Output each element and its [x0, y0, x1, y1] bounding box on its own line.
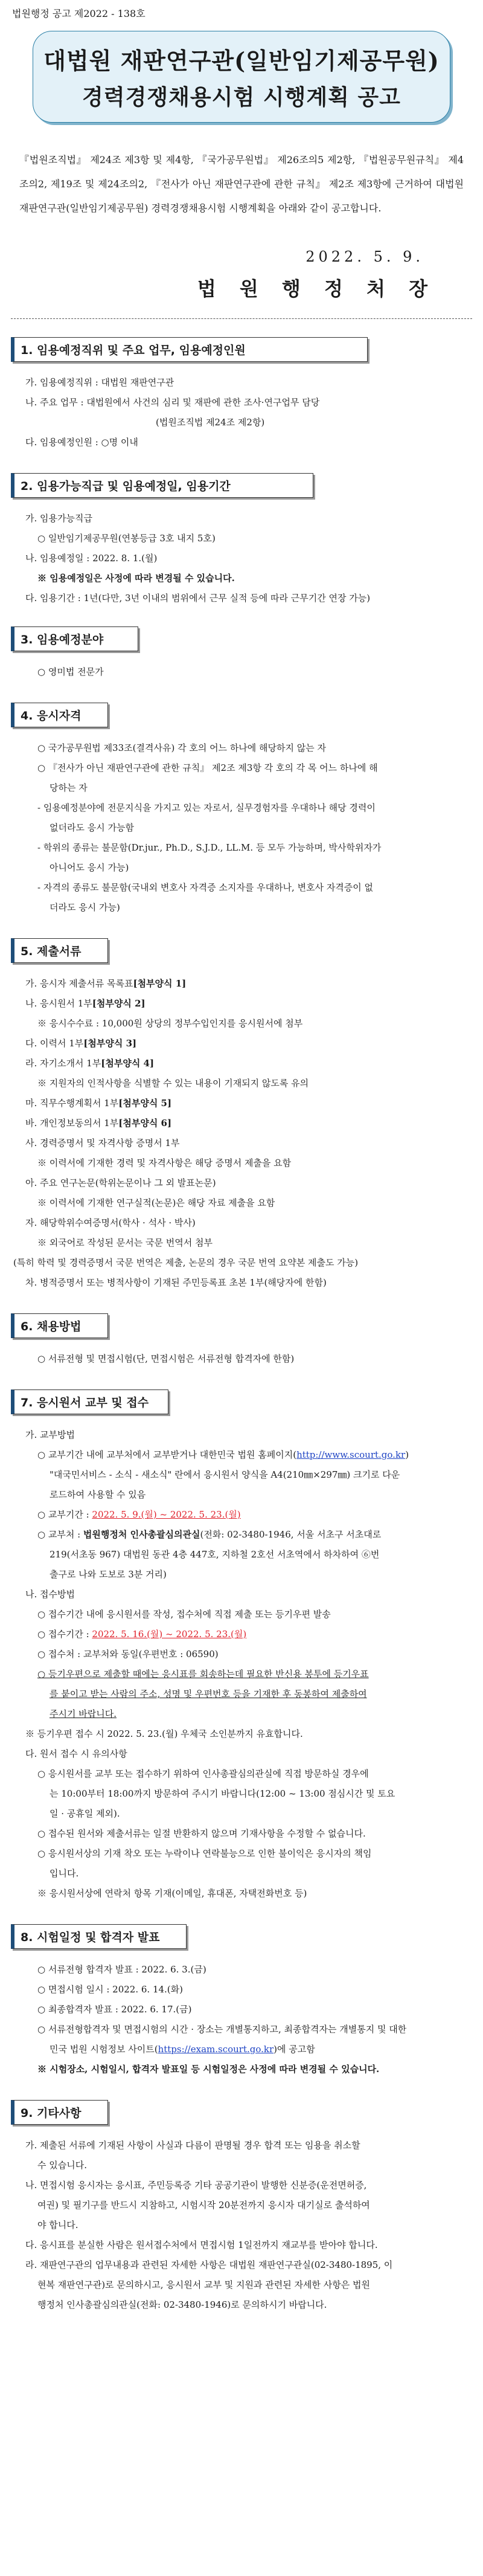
s7-line: ○ 응시원서상의 기재 착오 또는 누락이나 연락불능으로 인한 불이익은 응시자의 책임: [37, 1848, 372, 1859]
application-period: 2022. 5. 16.(월) ~ 2022. 5. 23.(월): [92, 1629, 247, 1640]
notice-number: 법원행정 공고 제2022 - 138호: [12, 8, 146, 19]
section-8-body: [11, 1960, 472, 2079]
s7-line: ※ 응시원서상에 연락처 항목 기재(이메일, 휴대폰, 자택전화번호 등): [37, 1888, 307, 1899]
section-4-heading: 4. 응시자격: [11, 703, 108, 727]
s8-line: ○ 최종합격자 발표 : 2022. 6. 17.(금): [37, 2004, 192, 2015]
section-4-body: [11, 738, 472, 918]
s9-line: 현복 재판연구관)로 문의하시고, 응시원서 교부 및 지원과 관련된 자세한 사항은 법원: [37, 2279, 370, 2290]
s5-attachment: [첨부양식 5]: [118, 1098, 172, 1109]
s5-line: [11, 994, 472, 1014]
s2-line: 나. 임용예정일 : 2022. 8. 1.(월): [25, 553, 158, 564]
s5-line: [11, 1054, 472, 1074]
title-line-1: 대법원 재판연구관(일반임기제공무원): [43, 47, 440, 74]
s7-line: [11, 1445, 472, 1465]
section-9-body: [11, 2136, 472, 2315]
s7-line: 가. 교부방법: [25, 1429, 75, 1440]
s1-line: (법원조직법 제24조 제2항): [156, 417, 265, 428]
s9-line: 라. 재판연구관의 업무내용과 관련된 자세한 사항은 대법원 재판연구관실(02-3480-1895, 이: [25, 2259, 393, 2270]
divider: [11, 318, 472, 319]
s5-line: [11, 1093, 472, 1113]
exam-site-link[interactable]: https://exam.scourt.go.kr: [158, 2044, 274, 2055]
s7-line: 로드하여 사용할 수 있음: [50, 1489, 146, 1500]
s7-line: 입니다.: [50, 1868, 79, 1879]
s8-text: )에 공고함: [273, 2044, 315, 2055]
s5-line: 사. 경력증명서 및 자격사항 증명서 1부: [25, 1138, 180, 1148]
s4-line: 아니어도 응시 가능): [50, 862, 129, 873]
issue-period: 2022. 5. 9.(월) ~ 2022. 5. 23.(월): [92, 1509, 241, 1520]
notice-date: 2022. 5. 9.: [305, 248, 424, 265]
section-1-body: [11, 373, 472, 452]
s5-line: [11, 1113, 472, 1133]
s8-line: [11, 2040, 472, 2059]
section-8: [11, 1924, 472, 2079]
s5-line: ※ 응시수수료 : 10,000원 상당의 정부수입인지를 응시원서에 첨부: [37, 1018, 303, 1029]
section-1-heading: 1. 임용예정직위 및 주요 업무, 임용예정인원: [11, 337, 368, 362]
s5-line: ※ 이력서에 기재한 연구실적(논문)은 해당 자료 제출을 요함: [37, 1197, 275, 1208]
section-9: [11, 2100, 472, 2315]
s5-item: 바. 개인정보동의서 1부: [25, 1118, 119, 1129]
s2-note: ※ 임용예정일은 사정에 따라 변경될 수 있습니다.: [37, 573, 235, 584]
s7-line: 는 10:00부터 18:00까지 방문하여 주시기 바랍니다(12:00 ~ 13:00 점심시간 및 토요: [50, 1788, 395, 1799]
s9-line: 야 합니다.: [37, 2220, 78, 2230]
s5-line: ※ 이력서에 기재한 경력 및 자격사항은 해당 증명서 제출을 요함: [37, 1158, 292, 1168]
s2-line: 다. 임용기간 : 1년(다만, 3년 이내의 범위에서 근무 실적 등에 따라 근무기간 연장 가능): [25, 593, 371, 604]
section-2-heading: 2. 임용가능직급 및 임용예정일, 임용기간: [11, 473, 313, 498]
section-5: [11, 938, 472, 1293]
s7-text: ○ 교부처 :: [37, 1529, 83, 1540]
section-3: [11, 626, 472, 682]
title-line-2: 경력경쟁채용시험 시행계획 공고: [82, 85, 401, 110]
s5-item: 라. 자기소개서 1부: [25, 1058, 101, 1069]
section-6-body: [11, 1349, 472, 1369]
s7-line: 를 붙이고 받는 사람의 주소, 성명 및 우편번호 등을 기재한 후 동봉하여 제출하여: [50, 1689, 367, 1699]
s4-line: 더라도 응시 가능): [50, 902, 120, 913]
s4-line: - 학위의 종류는 불문함(Dr.jur., Ph.D., S.J.D., LL.M. 등 모두 가능하며, 박사학위자가: [37, 842, 382, 853]
s5-item: 다. 이력서 1부: [25, 1038, 84, 1049]
section-6: [11, 1313, 472, 1369]
s5-line: (특히 학력 및 경력증명서 국문 번역은 제출, 논문의 경우 국문 번역 요약본 제출도 가능): [13, 1257, 359, 1268]
s9-line: 가. 제출된 서류에 기재된 사항이 사실과 다름이 판명될 경우 합격 또는 임용을 취소할: [25, 2140, 360, 2151]
section-2: [11, 473, 472, 608]
s5-attachment: [첨부양식 1]: [133, 978, 187, 989]
s7-line: "대국민서비스 - 소식 - 새소식" 란에서 응시원서 양식을 A4(210㎜×297㎜) 크기로 다운: [50, 1469, 400, 1480]
s9-line: 다. 응시표를 분실한 사람은 원서접수처에서 면접시험 1일전까지 재교부를 받아야 합니다.: [25, 2240, 378, 2250]
s7-text: (전화: 02-3480-1946, 서울 서초구 서초대로: [200, 1529, 382, 1540]
s7-line: ※ 등기우편 접수 시 2022. 5. 23.(월) 우체국 소인분까지 유효합니다.: [25, 1728, 303, 1739]
s7-text: ○ 교부기간 :: [37, 1509, 92, 1520]
s6-line: ○ 서류전형 및 면접시험(단, 면접시험은 서류전형 합격자에 한함): [37, 1353, 295, 1364]
section-3-body: [11, 662, 472, 682]
s9-line: 수 있습니다.: [37, 2160, 87, 2171]
s5-attachment: [첨부양식 3]: [83, 1038, 137, 1049]
s7-line: 나. 접수방법: [25, 1589, 75, 1600]
court-homepage-link[interactable]: http://www.scourt.go.kr: [296, 1449, 406, 1460]
s8-line: ○ 면접시험 일시 : 2022. 6. 14.(화): [37, 1984, 183, 1995]
s7-line: ○ 접수처 : 교부처와 동일(우편번호 : 06590): [37, 1649, 219, 1660]
s8-text: 민국 법원 시험정보 사이트(: [50, 2044, 158, 2055]
s7-line: ○ 접수된 원서와 제출서류는 일절 반환하지 않으며 기재사항을 수정할 수 없습니다.: [37, 1828, 366, 1839]
s9-line: 행정처 인사총괄심의관실(전화: 02-3480-1946)로 문의하시기 바랍니다.: [37, 2299, 327, 2310]
s5-line: [11, 1034, 472, 1054]
section-7-body: [11, 1425, 472, 1904]
section-3-heading: 3. 임용예정분야: [11, 626, 138, 651]
s4-line: ○ 국가공무원법 제33조(결격사유) 각 호의 어느 하나에 해당하지 않는 자: [37, 742, 327, 753]
issuing-office: 법원행정처 인사총괄심의관실: [83, 1529, 200, 1540]
s7-line: 일 · 공휴일 제외).: [50, 1808, 120, 1819]
s7-text: ): [405, 1449, 409, 1460]
s7-line: ○ 등기우편으로 제출할 때에는 응시표를 회송하는데 필요한 반신용 봉투에 등기우표: [37, 1669, 369, 1679]
s7-line: 출구로 나와 도보로 3분 거리): [50, 1569, 167, 1580]
s8-line: ○ 서류전형합격자 및 면접시험의 시간 · 장소는 개별통지하고, 최종합격자는 개별통지 및 대한: [37, 2024, 407, 2035]
s5-line: ※ 지원자의 인적사항을 식별할 수 있는 내용이 기재되지 않도록 유의: [37, 1078, 309, 1089]
issuer: 법 원 행 정 처 장: [197, 277, 436, 300]
s7-line: 다. 원서 접수 시 유의사항: [25, 1748, 127, 1759]
s7-line: [11, 1525, 472, 1545]
section-7: [11, 1389, 472, 1904]
s7-text: ○ 접수기간 :: [37, 1629, 92, 1640]
s5-line: 차. 병적증명서 또는 병적사항이 기재된 주민등록표 초본 1부(해당자에 한함): [25, 1277, 327, 1288]
section-5-body: [11, 974, 472, 1293]
s5-line: ※ 외국어로 작성된 문서는 국문 번역서 첨부: [37, 1237, 213, 1248]
title-box: [33, 31, 450, 123]
s5-attachment: [첨부양식 6]: [118, 1118, 172, 1129]
s9-line: 나. 면접시험 응시자는 응시표, 주민등록증 기타 공공기관이 발행한 신분증(운전면허증,: [25, 2180, 367, 2191]
s5-item: 마. 직무수행계획서 1부: [25, 1098, 119, 1109]
s5-line: 아. 주요 연구논문(학위논문이나 그 외 발표논문): [25, 1177, 216, 1188]
s8-line: ○ 서류전형 합격자 발표 : 2022. 6. 3.(금): [37, 1964, 206, 1975]
s5-item: 가. 응시자 제출서류 목록표: [25, 978, 133, 989]
s7-line: [11, 1505, 472, 1525]
intro-paragraph: 『법원조직법』 제24조 제3항 및 제4항, 『국가공무원법』 제26조의5 제2항, 『법원공무원규칙』 제4조의2, 제19조 및 제24조의2, 『전사가 아닌 재판연구관에 관한 규칙』 제2조 제3항에 근거하여 대법원 재판연구관(일반임기제공무원) 경력경쟁채용시험 시행계획을 아래와 같이 공고합니다.: [19, 154, 464, 214]
section-9-heading: 9. 기타사항: [11, 2100, 108, 2125]
s8-note: ※ 시험장소, 시험일시, 합격자 발표일 등 시험일정은 사정에 따라 변경될 수 있습니다.: [37, 2064, 380, 2075]
s5-item: 나. 응시원서 1부: [25, 998, 92, 1009]
s7-line: ○ 응시원서를 교부 또는 접수하기 위하여 인사총괄심의관실에 직접 방문하실 경우에: [37, 1768, 369, 1779]
s7-line: 주시기 바랍니다.: [50, 1708, 117, 1719]
s7-line: 219(서초동 967) 대법원 동관 4층 447호, 지하철 2호선 서초역에서 하차하여 ⑥번: [50, 1549, 380, 1560]
s5-attachment: [첨부양식 4]: [101, 1058, 155, 1069]
section-4: [11, 703, 472, 918]
s7-text: ○ 교부기간 내에 교부처에서 교부받거나 대한민국 법원 홈페이지(: [37, 1449, 297, 1460]
s4-line: 없더라도 응시 가능함: [50, 822, 134, 833]
s2-line: ○ 일반임기제공무원(연봉등급 3호 내지 5호): [37, 533, 216, 544]
section-7-heading: 7. 응시원서 교부 및 접수: [11, 1389, 168, 1414]
s5-attachment: [첨부양식 2]: [92, 998, 146, 1009]
s5-line: 자. 해당학위수여증명서(학사 · 석사 · 박사): [25, 1217, 196, 1228]
section-1: [11, 337, 472, 452]
section-8-heading: 8. 시험일정 및 합격자 발표: [11, 1924, 187, 1949]
s4-line: - 자격의 종류도 불문함(국내외 변호사 자격증 소지자를 우대하나, 변호사 자격증이 없: [37, 882, 374, 893]
section-5-heading: 5. 제출서류: [11, 938, 108, 963]
s1-line: 가. 임용예정직위 : 대법원 재판연구관: [25, 377, 174, 388]
s4-line: 당하는 자: [50, 782, 88, 793]
s5-line: [11, 974, 472, 994]
s1-line: 나. 주요 업무 : 대법원에서 사건의 심리 및 재판에 관한 조사·연구업무 담당: [25, 397, 320, 408]
s3-line: ○ 영미법 전문가: [37, 666, 104, 677]
section-2-body: [11, 509, 472, 608]
s7-line: ○ 접수기간 내에 응시원서를 작성, 접수처에 직접 제출 또는 등기우편 발송: [37, 1609, 331, 1620]
section-6-heading: 6. 채용방법: [11, 1313, 108, 1338]
s7-line: [11, 1624, 472, 1644]
s1-line: 다. 임용예정인원 : ○명 이내: [25, 437, 138, 448]
s4-line: ○ 『전사가 아닌 재판연구관에 관한 규칙』 제2조 제3항 각 호의 각 목 어느 하나에 해: [37, 762, 378, 773]
s2-line: 가. 임용가능직급: [25, 513, 92, 524]
s9-line: 여권) 및 필기구를 반드시 지참하고, 시험시작 20분전까지 응시자 대기실로 출석하여: [37, 2200, 370, 2211]
s4-line: - 임용예정분야에 전문지식을 가지고 있는 자로서, 실무경험자를 우대하나 해당 경력이: [37, 802, 376, 813]
